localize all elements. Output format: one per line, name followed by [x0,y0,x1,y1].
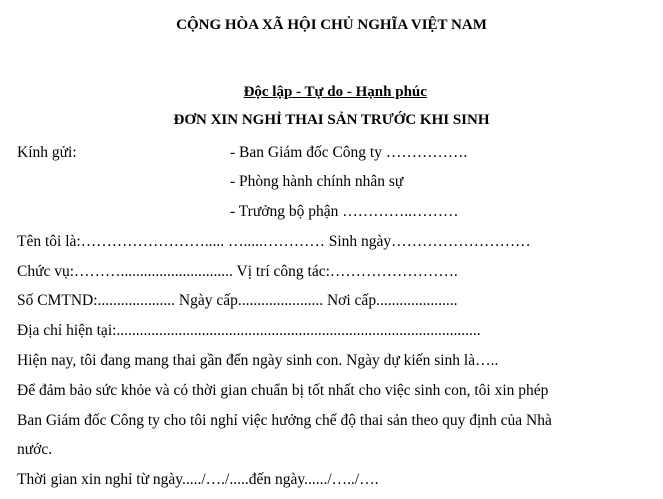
pregnancy-paragraph: Hiện nay, tôi đang mang thai gần đến ngày sinh con. Ngày dự kiến sinh là….. [17,352,499,369]
motto-text: Độc lập - Tự do - Hạnh phúc [243,84,427,100]
document-title: ĐƠN XIN NGHỈ THAI SẢN TRƯỚC KHI SINH [173,112,490,128]
motto-heading [0,62,663,102]
country-heading: CỘNG HÒA XÃ HỘI CHỦ NGHĨA VIỆT NAM [176,17,487,33]
request-paragraph-line-3: nước. [17,441,53,458]
recipient-department-head: - Trưởng bộ phận …………..……… [230,203,459,220]
position-field: Chức vụ:………............................. Vị trí công tác:……………………. [17,263,458,280]
address-field: Địa chỉ hiện tại:.............................................................................................. [17,322,481,339]
leave-period-field: Thời gian xin nghỉ từ ngày...../…./.....đến ngày....../…../…. [17,471,379,488]
name-field: Tên tôi là:……………………..... ….....………… Sinh ngày……………………… [17,233,531,250]
recipient-board: - Ban Giám đốc Công ty ……………. [230,144,468,161]
request-paragraph-line-2: Ban Giám đốc Công ty cho tôi nghỉ việc hưởng chế độ thai sản theo quy định của Nhà [17,412,552,429]
recipients-label: Kính gửi: [17,144,77,161]
id-field: Số CMTND:.................... Ngày cấp...................... Nơi cấp..................... [17,292,458,309]
recipient-hr: - Phòng hành chính nhân sự [230,173,404,190]
request-paragraph-line-1: Để đảm bảo sức khỏe và có thời gian chuẩn bị tốt nhất cho việc sinh con, tôi xin phép [17,382,549,399]
